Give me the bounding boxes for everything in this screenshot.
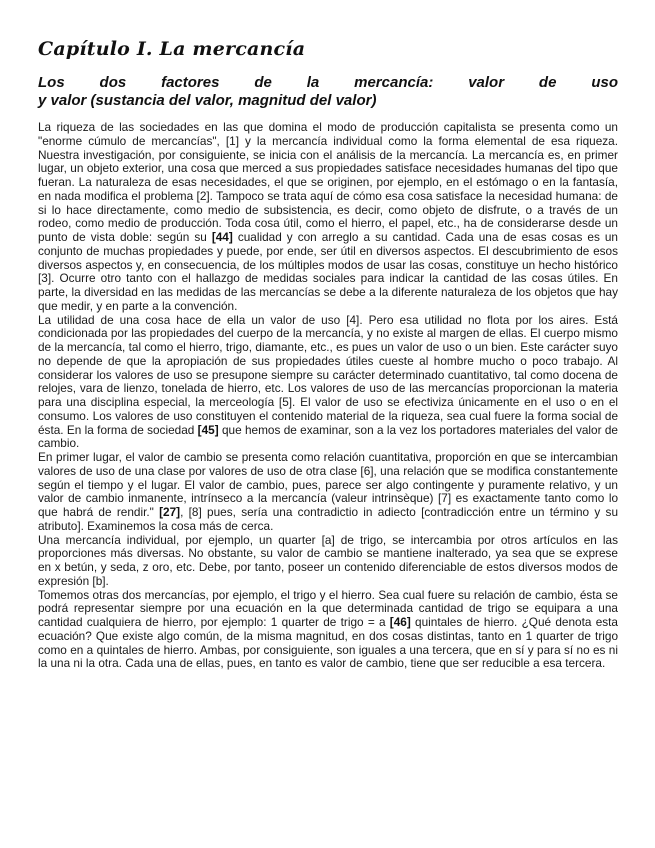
paragraph-3 xyxy=(38,451,618,534)
paragraph-4 xyxy=(38,534,618,589)
section-heading xyxy=(38,74,618,110)
section-heading-line-1: Los dos factores de la mercancía: valor de uso xyxy=(38,74,618,91)
chapter-title: Capítulo I. La mercancía xyxy=(38,38,306,60)
paragraph-1-text-a: La riqueza de las sociedades en las que domina el modo de producción capitalista se presenta como un "enorme cúmulo de mercancías", [1] y la mercancía individual como la forma elemental de esa riqueza. Nuestra investigación, por consiguiente, se inicia con el análisis de la mercancía. La mercancía es, en primer lugar, un objeto exterior, una cosa que merced a sus propiedades satisface necesidades humanas del tipo que fueran. La naturaleza de esas necesidades, el que se originen, por ejemplo, en el estómago o en la fantasía, en nada modifica el problema [2]. Tampoco se trata aquí de cómo esa cosa satisface la necesidad humana: de si lo hace directamente, como medio de subsistencia, es decir, como objeto de disfrute, o a través de un rodeo, como medio de producción. Toda cosa útil, como el hierro, el papel, etc., ha de considerarse desde un punto de vista doble: según su xyxy=(38,120,618,244)
note-reference-27: [27] xyxy=(159,505,181,519)
body-text xyxy=(38,121,618,671)
paragraph-2-text-a: La utilidad de una cosa hace de ella un valor de uso [4]. Pero esa utilidad no flota por los aires. Está condicionada por las propiedades del cuerpo de la mercancía, y no existe al margen de ellas. El cuerpo mismo de la mercancía, tal como el hierro, trigo, diamante, etc., es pues un valor de uso o un bien. Este carácter suyo no depende de que la apropiación de sus propiedades útiles cueste al hombre mucho o poco trabajo. Al considerar los valores de uso se presupone siempre su carácter determinado cuantitativo, tal como docena de relojes, vara de lienzo, tonelada de hierro, etc. Los valores de uso de las mercancías proporcionan la materia para una disciplina especial, la merceología [5]. El valor de uso se efectiviza únicamente en el uso o en el consumo. Los valores de uso constituyen el contenido material de la riqueza, sea cual fuere la forma social de ésta. En la forma de sociedad xyxy=(38,312,618,437)
paragraph-5-text-a: Tomemos otras dos mercancías, por ejemplo, el trigo y el hierro. Sea cual fuere su relación de cambio, ésta se podrá representar siempre por una ecuación en la que determinada cantidad de trigo se equipara a una cantidad cualquiera de hierro, por ejemplo: 1 quarter de trigo = a xyxy=(38,587,618,629)
section-heading-line-2: y valor (sustancia del valor, magnitud del valor) xyxy=(38,92,377,109)
paragraph-3-text-a: En primer lugar, el valor de cambio se presenta como relación cuantitativa, proporción en que se intercambian valores de uso de una clase por valores de uso de otra clase [6], una relación que se modifica constantemente según el tiempo y el lugar. El valor de cambio, pues, parece ser algo contingente y puramente relativo, y un valor de cambio inmanente, intrínseco a la mercancía (valeur intrinsèque) [7] es exactamente tanto como lo que habrá de rendir." xyxy=(38,450,618,519)
paragraph-1 xyxy=(38,121,618,314)
page-reference-44: [44] xyxy=(211,230,233,244)
paragraph-2 xyxy=(38,314,618,452)
paragraph-1-text-b: cualidad y con arreglo a su cantidad. Cada una de esas cosas es un conjunto de muchas propiedades y puede, por ende, ser útil en diversos aspectos. El descubrimiento de esos diversos aspectos y, en consecuencia, de los múltiples modos de usar las cosas, constituye un hecho histórico [3]. Ocurre otro tanto con el hallazgo de medidas sociales para indicar la cantidad de las cosas útiles. En parte, la diversidad en las medidas de las mercancías se debe a la diferente naturaleza de los objetos que hay que medir, y en parte a la convención. xyxy=(38,230,618,313)
paragraph-2-text-b: que hemos de examinar, son a la vez los portadores materiales del valor de cambio. xyxy=(38,422,618,451)
page-reference-46: [46] xyxy=(389,615,411,629)
paragraph-4-text: Una mercancía individual, por ejemplo, un quarter [a] de trigo, se intercambia por otros artículos en las proporciones más diversas. No obstante, su valor de cambio se mantiene inalterado, ya sea que se exprese en x betún, y seda, z oro, etc. Debe, por tanto, poseer un contenido diferenciable de estos diversos modos de expresión [b]. xyxy=(38,532,618,588)
paragraph-3-text-b: , [8] pues, sería una contradictio in adiecto [contradicción entre un término y su atributo]. Examinemos la cosa más de cerca. xyxy=(38,505,619,533)
paragraph-5 xyxy=(38,589,618,672)
page-reference-45: [45] xyxy=(197,422,219,437)
paragraph-5-text-b: quintales de hierro. ¿Qué denota esta ecuación? Que existe algo común, de la misma magnitud, en dos cosas distintas, tanto en 1 quarter de trigo como en a quintales de hierro. Ambas, por consiguiente, son iguales a una tercera, que en sí y para sí no es ni la una ni la otra. Cada una de ellas, pues, en tanto es valor de cambio, tiene que ser reducible a esa tercera. xyxy=(38,615,618,671)
